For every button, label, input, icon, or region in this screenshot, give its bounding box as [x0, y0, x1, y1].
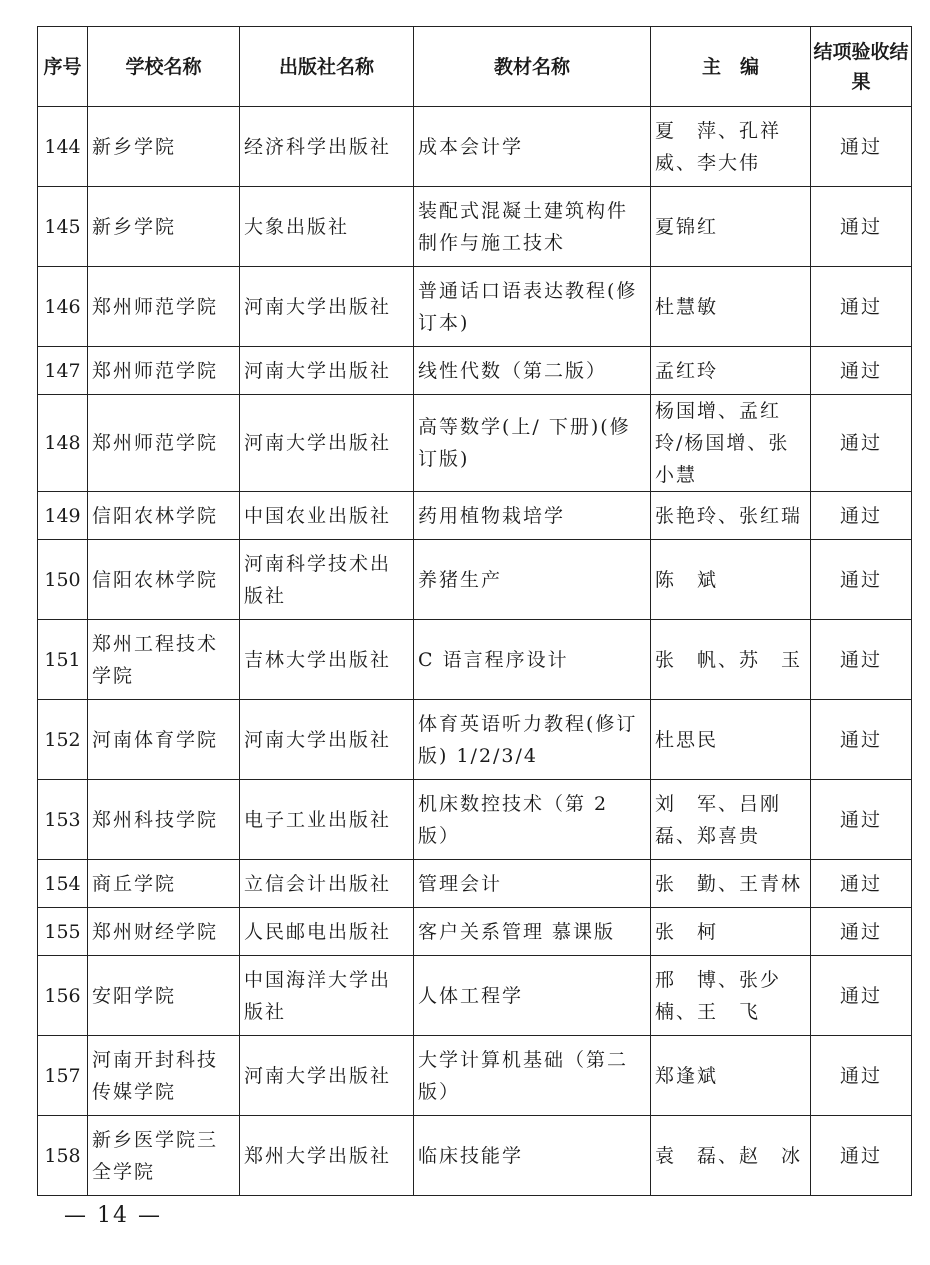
cell-book: 成本会计学: [414, 107, 651, 187]
header-school: 学校名称: [88, 27, 240, 107]
cell-editor: 陈 斌: [651, 540, 811, 620]
cell-school: 河南开封科技传媒学院: [88, 1036, 240, 1116]
cell-school: 信阳农林学院: [88, 492, 240, 540]
cell-book: 线性代数（第二版）: [414, 347, 651, 395]
cell-publisher: 河南科学技术出版社: [240, 540, 414, 620]
cell-school: 新乡医学院三全学院: [88, 1116, 240, 1196]
table-row: [38, 620, 912, 700]
cell-result: 通过: [811, 780, 912, 860]
cell-book: 临床技能学: [414, 1116, 651, 1196]
cell-no: 157: [38, 1036, 88, 1116]
cell-publisher: 立信会计出版社: [240, 860, 414, 908]
header-book: 教材名称: [414, 27, 651, 107]
header-editor: 主 编: [651, 27, 811, 107]
cell-result: 通过: [811, 908, 912, 956]
table-row: [38, 187, 912, 267]
cell-result: 通过: [811, 620, 912, 700]
cell-result: 通过: [811, 956, 912, 1036]
cell-school: 郑州师范学院: [88, 267, 240, 347]
table-row: [38, 860, 912, 908]
cell-school: 河南体育学院: [88, 700, 240, 780]
cell-result: 通过: [811, 107, 912, 187]
cell-editor: 孟红玲: [651, 347, 811, 395]
table-row: [38, 1116, 912, 1196]
cell-no: 158: [38, 1116, 88, 1196]
cell-publisher: 电子工业出版社: [240, 780, 414, 860]
cell-publisher: 郑州大学出版社: [240, 1116, 414, 1196]
header-publisher: 出版社名称: [240, 27, 414, 107]
cell-no: 155: [38, 908, 88, 956]
cell-result: 通过: [811, 1116, 912, 1196]
table-row: [38, 347, 912, 395]
cell-editor: 张 帆、苏 玉: [651, 620, 811, 700]
cell-school: 郑州师范学院: [88, 395, 240, 492]
cell-book: 管理会计: [414, 860, 651, 908]
cell-publisher: 河南大学出版社: [240, 1036, 414, 1116]
cell-book: 高等数学(上/ 下册)(修订版): [414, 395, 651, 492]
cell-publisher: 中国海洋大学出版社: [240, 956, 414, 1036]
cell-result: 通过: [811, 267, 912, 347]
cell-editor: 张 柯: [651, 908, 811, 956]
cell-publisher: 河南大学出版社: [240, 395, 414, 492]
table-row: [38, 700, 912, 780]
cell-no: 152: [38, 700, 88, 780]
cell-no: 144: [38, 107, 88, 187]
cell-no: 146: [38, 267, 88, 347]
cell-school: 信阳农林学院: [88, 540, 240, 620]
cell-editor: 夏 萍、孔祥威、李大伟: [651, 107, 811, 187]
cell-publisher: 中国农业出版社: [240, 492, 414, 540]
cell-publisher: 吉林大学出版社: [240, 620, 414, 700]
cell-book: 客户关系管理 慕课版: [414, 908, 651, 956]
header-result: 结项验收结果: [811, 27, 912, 107]
table-row: [38, 395, 912, 492]
cell-no: 156: [38, 956, 88, 1036]
table-row: [38, 780, 912, 860]
cell-result: 通过: [811, 492, 912, 540]
table-row: [38, 1036, 912, 1116]
cell-editor: 杜思民: [651, 700, 811, 780]
cell-editor: 杨国增、孟红玲/杨国增、张小慧: [651, 395, 811, 492]
cell-editor: 刘 军、吕刚磊、郑喜贵: [651, 780, 811, 860]
cell-publisher: 人民邮电出版社: [240, 908, 414, 956]
cell-editor: 邢 博、张少楠、王 飞: [651, 956, 811, 1036]
cell-no: 149: [38, 492, 88, 540]
cell-no: 153: [38, 780, 88, 860]
cell-editor: 杜慧敏: [651, 267, 811, 347]
cell-editor: 郑逢斌: [651, 1036, 811, 1116]
cell-book: 体育英语听力教程(修订版) 1/2/3/4: [414, 700, 651, 780]
cell-book: 大学计算机基础（第二版）: [414, 1036, 651, 1116]
cell-school: 安阳学院: [88, 956, 240, 1036]
cell-publisher: 河南大学出版社: [240, 347, 414, 395]
table-header-row: [38, 27, 912, 107]
cell-editor: 张艳玲、张红瑞: [651, 492, 811, 540]
table-row: [38, 107, 912, 187]
table-row: [38, 540, 912, 620]
cell-result: 通过: [811, 540, 912, 620]
cell-editor: 袁 磊、赵 冰: [651, 1116, 811, 1196]
cell-book: 机床数控技术（第 2 版）: [414, 780, 651, 860]
cell-book: 装配式混凝土建筑构件制作与施工技术: [414, 187, 651, 267]
table-row: [38, 492, 912, 540]
cell-editor: 夏锦红: [651, 187, 811, 267]
cell-school: 新乡学院: [88, 107, 240, 187]
cell-result: 通过: [811, 187, 912, 267]
cell-no: 148: [38, 395, 88, 492]
cell-publisher: 河南大学出版社: [240, 267, 414, 347]
cell-result: 通过: [811, 347, 912, 395]
cell-book: 养猪生产: [414, 540, 651, 620]
table-row: [38, 267, 912, 347]
cell-no: 151: [38, 620, 88, 700]
cell-editor: 张 勤、王青林: [651, 860, 811, 908]
cell-publisher: 河南大学出版社: [240, 700, 414, 780]
cell-school: 郑州科技学院: [88, 780, 240, 860]
cell-result: 通过: [811, 700, 912, 780]
header-no: 序号: [38, 27, 88, 107]
cell-result: 通过: [811, 1036, 912, 1116]
cell-book: 药用植物栽培学: [414, 492, 651, 540]
cell-result: 通过: [811, 395, 912, 492]
cell-school: 商丘学院: [88, 860, 240, 908]
cell-book: 普通话口语表达教程(修订本): [414, 267, 651, 347]
table-row: [38, 956, 912, 1036]
cell-no: 154: [38, 860, 88, 908]
cell-book: 人体工程学: [414, 956, 651, 1036]
cell-no: 147: [38, 347, 88, 395]
page-number: — 14 —: [64, 1203, 162, 1228]
cell-publisher: 大象出版社: [240, 187, 414, 267]
table-row: [38, 908, 912, 956]
cell-school: 郑州财经学院: [88, 908, 240, 956]
textbook-acceptance-table: [37, 26, 912, 1196]
cell-result: 通过: [811, 860, 912, 908]
cell-no: 150: [38, 540, 88, 620]
cell-school: 郑州师范学院: [88, 347, 240, 395]
cell-school: 郑州工程技术学院: [88, 620, 240, 700]
cell-no: 145: [38, 187, 88, 267]
cell-publisher: 经济科学出版社: [240, 107, 414, 187]
cell-school: 新乡学院: [88, 187, 240, 267]
cell-book: C 语言程序设计: [414, 620, 651, 700]
